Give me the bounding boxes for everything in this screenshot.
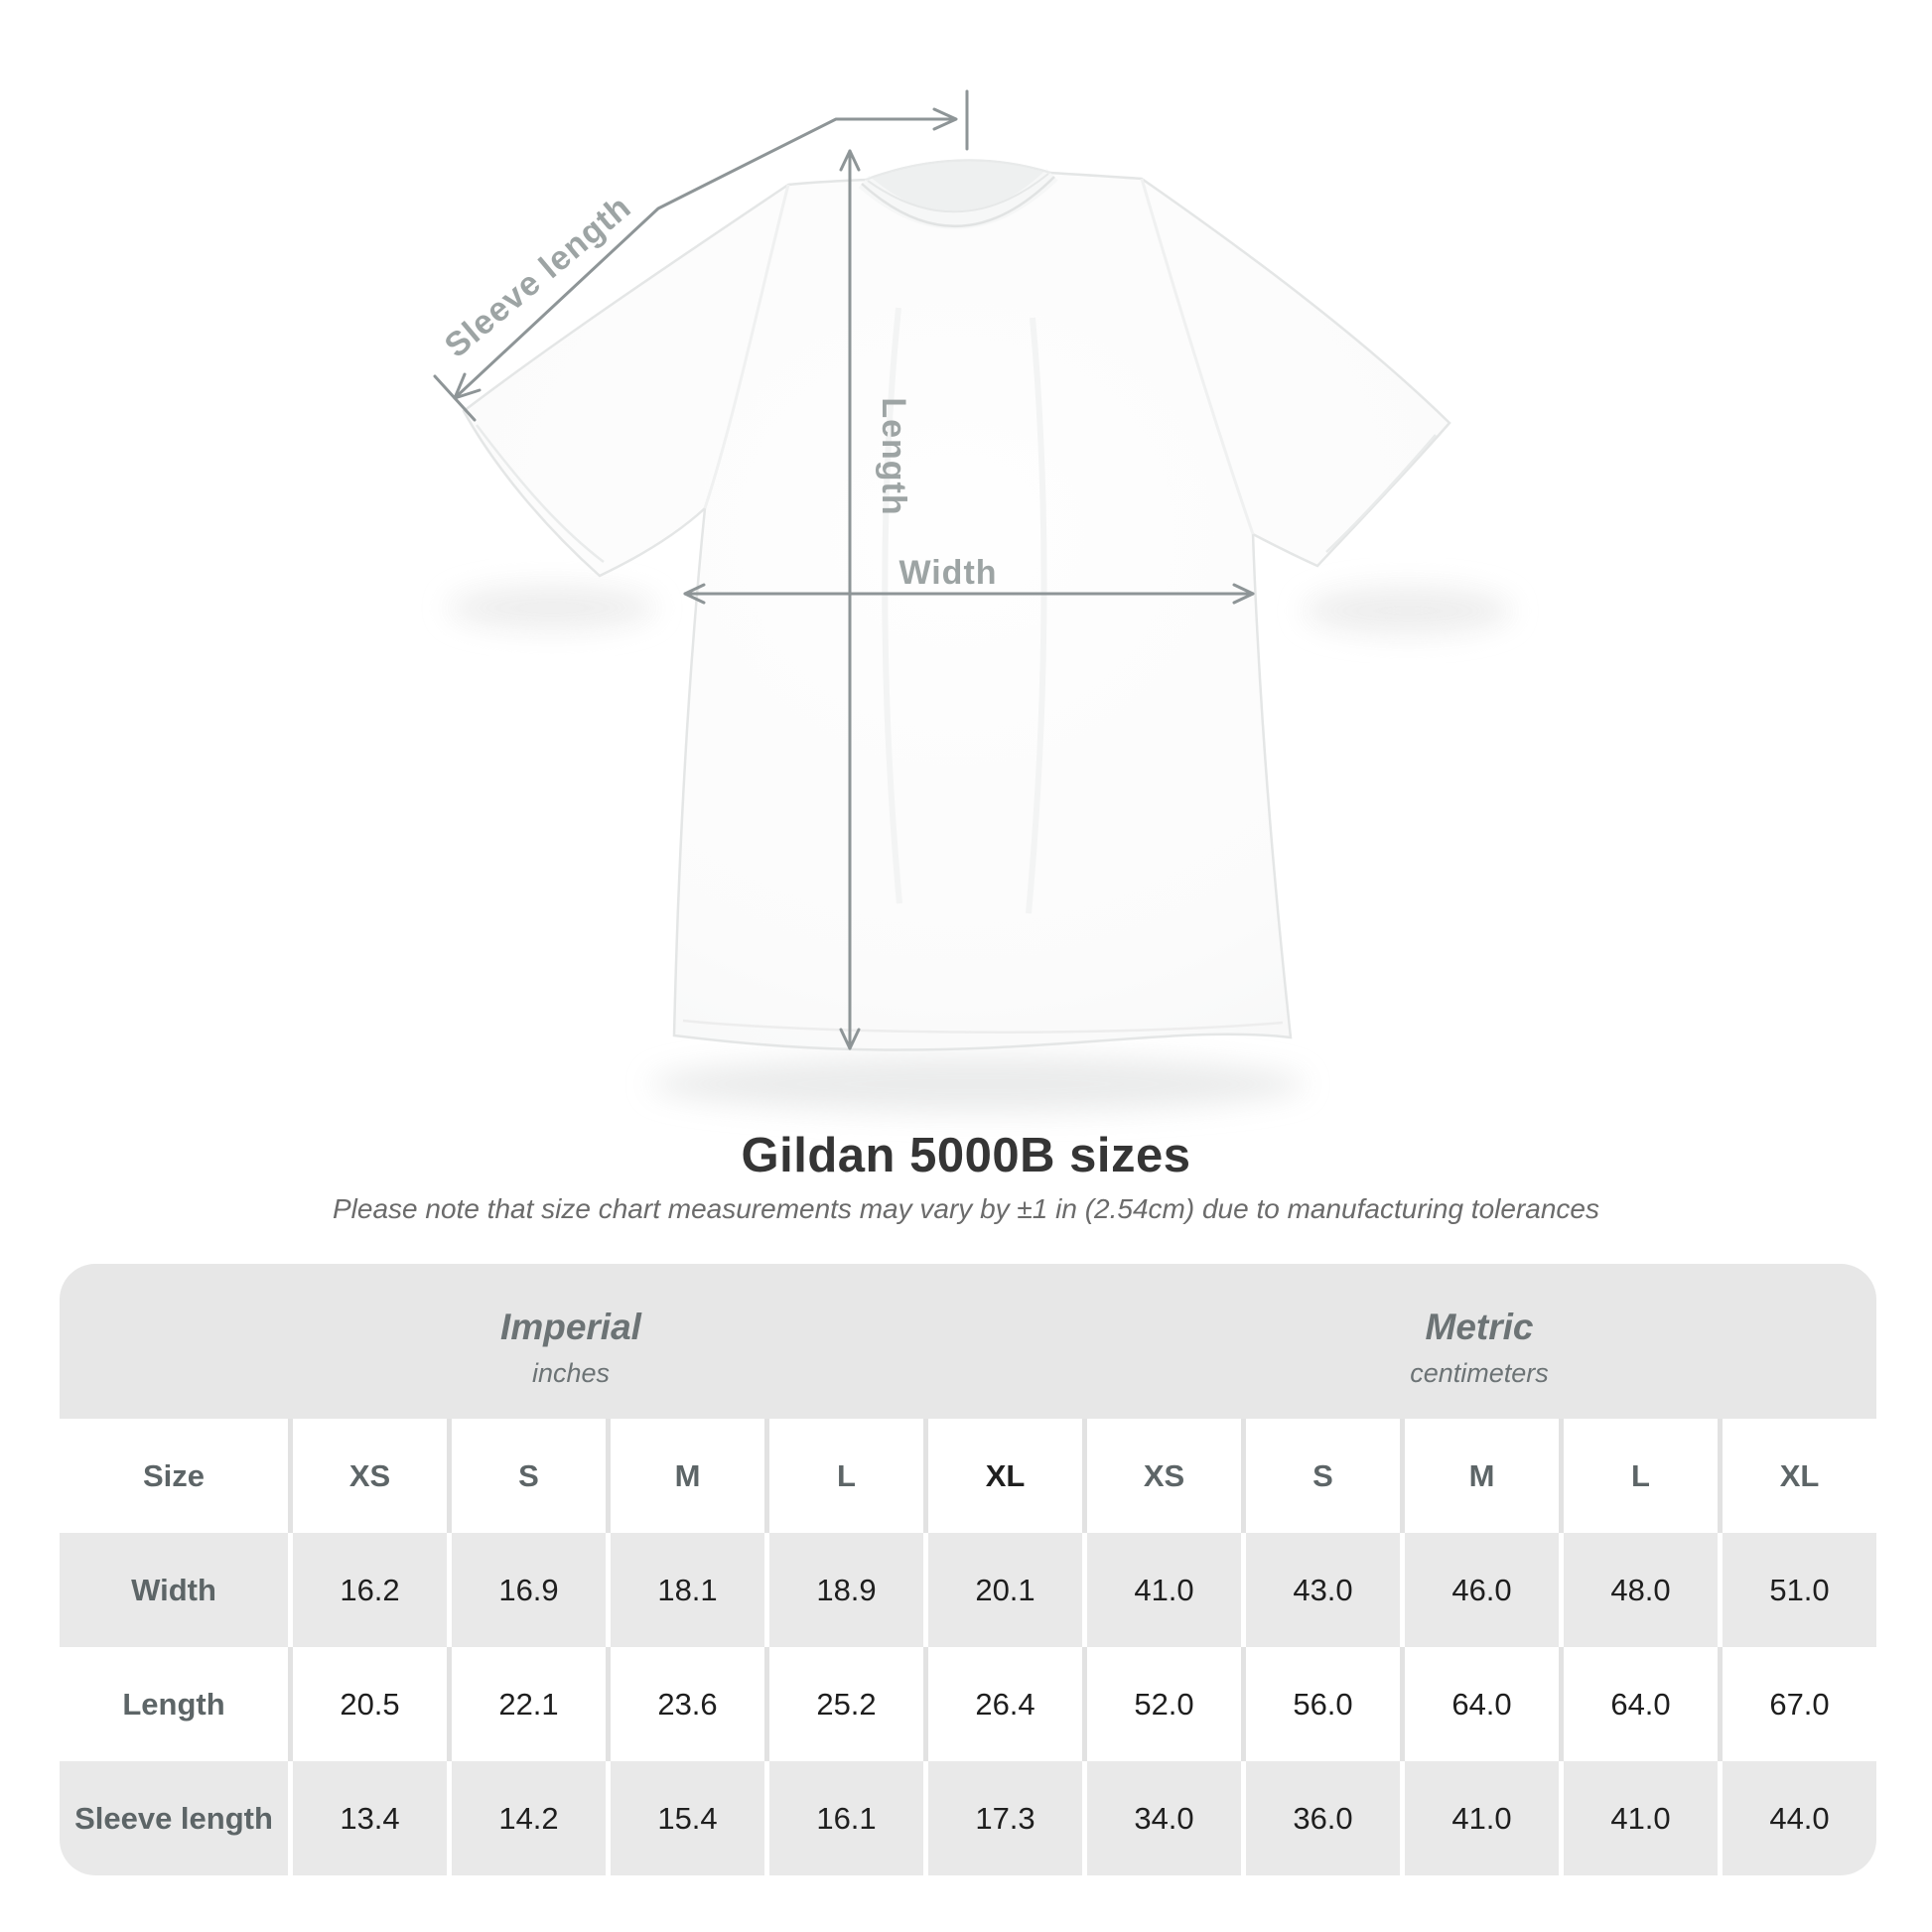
shadow-right-sleeve	[1304, 587, 1512, 634]
column-header-size: Size	[142, 1457, 206, 1493]
cell-sleeve-metric-l: 41.0	[1559, 1761, 1718, 1875]
cell-width-imperial-s: 16.9	[447, 1533, 606, 1647]
column-header-imperial-xs: XS	[288, 1419, 447, 1533]
column-header-imperial-m: M	[606, 1419, 764, 1533]
cell-width-metric-xs: 41.0	[1082, 1533, 1241, 1647]
width-label: Width	[898, 554, 998, 592]
cell-length-imperial-s: 22.1	[447, 1647, 606, 1761]
shadow-hem	[650, 1056, 1306, 1112]
page-title: Gildan 5000B sizes	[741, 1129, 1191, 1182]
metric-header-group	[1082, 1264, 1876, 1419]
cell-width-imperial-xs: 16.2	[288, 1533, 447, 1647]
cell-width-metric-l: 48.0	[1559, 1533, 1718, 1647]
cell-width-metric-m: 46.0	[1400, 1533, 1559, 1647]
column-header-metric-m: M	[1400, 1419, 1559, 1533]
table-row-length	[60, 1647, 1876, 1761]
imperial-sublabel: inches	[531, 1358, 611, 1388]
column-header-imperial-s: S	[447, 1419, 606, 1533]
column-header-metric-xs: XS	[1082, 1419, 1241, 1533]
imperial-header-group	[60, 1264, 1082, 1419]
sleeve-length-label: Sleeve length	[437, 188, 639, 365]
size-header-row	[60, 1419, 1876, 1533]
cell-length-imperial-xs: 20.5	[288, 1647, 447, 1761]
cell-length-metric-l: 64.0	[1559, 1647, 1718, 1761]
cell-width-imperial-l: 18.9	[764, 1533, 923, 1647]
cell-sleeve-metric-s: 36.0	[1241, 1761, 1400, 1875]
cell-length-metric-xl: 67.0	[1718, 1647, 1876, 1761]
cell-sleeve-imperial-xl: 17.3	[923, 1761, 1082, 1875]
column-header-metric-xl: XL	[1718, 1419, 1876, 1533]
cell-sleeve-imperial-s: 14.2	[447, 1761, 606, 1875]
column-header-metric-l: L	[1559, 1419, 1718, 1533]
table-row-width	[60, 1533, 1876, 1647]
cell-sleeve-imperial-l: 16.1	[764, 1761, 923, 1875]
cell-width-metric-xl: 51.0	[1718, 1533, 1876, 1647]
cell-length-metric-m: 64.0	[1400, 1647, 1559, 1761]
tick-sleeve-icon	[435, 376, 475, 420]
metric-sublabel: centimeters	[1410, 1358, 1549, 1388]
cell-length-imperial-l: 25.2	[764, 1647, 923, 1761]
cell-sleeve-imperial-m: 15.4	[606, 1761, 764, 1875]
size-chart-table	[60, 1264, 1876, 1875]
length-label: Length	[875, 397, 912, 516]
column-header-imperial-xl: XL	[923, 1419, 1082, 1533]
cell-sleeve-metric-xl: 44.0	[1718, 1761, 1876, 1875]
unit-header-band	[60, 1264, 1876, 1419]
table-row-sleeve-length	[60, 1761, 1876, 1875]
tolerance-note: Please note that size chart measurements may vary by ±1 in (2.54cm) due to manufacturing tolerances	[333, 1193, 1599, 1224]
cell-sleeve-metric-m: 41.0	[1400, 1761, 1559, 1875]
cell-width-imperial-m: 18.1	[606, 1533, 764, 1647]
cell-length-metric-s: 56.0	[1241, 1647, 1400, 1761]
cell-sleeve-metric-xs: 34.0	[1082, 1761, 1241, 1875]
shadow-left-sleeve	[448, 586, 656, 629]
cell-length-imperial-xl: 26.4	[923, 1647, 1082, 1761]
cell-width-metric-s: 43.0	[1241, 1533, 1400, 1647]
cell-sleeve-imperial-xs: 13.4	[288, 1761, 447, 1875]
row-label-length: Length	[122, 1686, 225, 1722]
metric-label: Metric	[1425, 1307, 1534, 1347]
cell-length-imperial-m: 23.6	[606, 1647, 764, 1761]
column-header-metric-s: S	[1241, 1419, 1400, 1533]
row-label-sleeve-length: Sleeve length	[74, 1800, 273, 1836]
cell-length-metric-xs: 52.0	[1082, 1647, 1241, 1761]
cell-width-imperial-xl: 20.1	[923, 1533, 1082, 1647]
column-header-imperial-l: L	[764, 1419, 923, 1533]
imperial-label: Imperial	[500, 1307, 641, 1347]
row-label-width: Width	[131, 1572, 216, 1607]
